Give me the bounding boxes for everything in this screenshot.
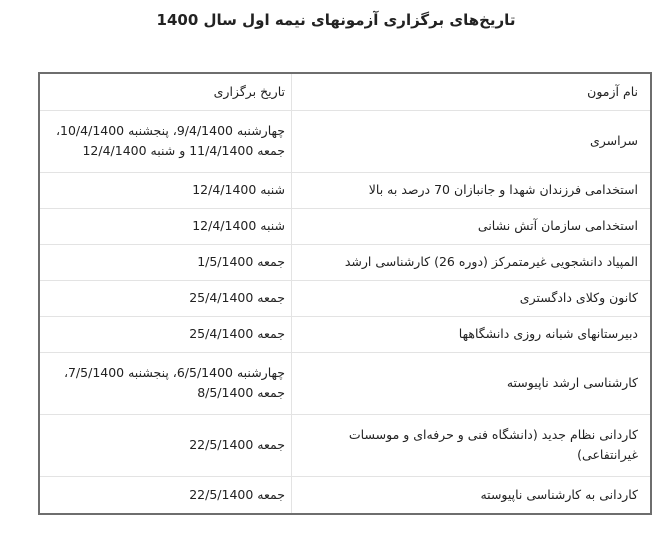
exam-name-cell: دبیرستانهای شبانه روزی دانشگاهها <box>292 316 651 352</box>
header-exam-name: نام آزمون <box>292 74 651 110</box>
exam-date-cell: جمعه 22/5/1400 <box>189 486 285 502</box>
table-row <box>40 244 650 280</box>
exam-name-cell: کاردانی نظام جدید (دانشگاه فنی و حرفه‌ای و موسسات غیرانتفاعی) <box>292 414 651 476</box>
exam-name-cell: کارشناسی ارشد ناپیوسته <box>292 352 651 414</box>
exam-date-cell: جمعه 1/5/1400 <box>40 244 292 280</box>
exam-date-cell: چهارشنبه 6/5/1400، پنجشنبه 7/5/1400، جمعه 8/5/1400 <box>40 352 292 414</box>
table-row <box>40 110 650 172</box>
page-title: تاریخ‌های برگزاری آزمونهای نیمه اول سال 1400 <box>156 11 516 29</box>
table-row <box>40 280 650 316</box>
exam-dates-table <box>38 72 652 515</box>
table-row <box>40 172 650 208</box>
table-row <box>40 208 650 244</box>
table <box>40 74 650 513</box>
table-row <box>40 414 650 476</box>
exam-name-cell: کانون وکلای دادگستری <box>292 280 651 316</box>
exam-date-cell: شنبه 12/4/1400 <box>40 172 292 208</box>
table-row <box>40 316 650 352</box>
table-row <box>40 352 650 414</box>
table-header-row <box>40 74 650 110</box>
exam-name-cell: استخدامی فرزندان شهدا و جانبازان 70 درصد به بالا <box>292 172 651 208</box>
exam-name-cell: کاردانی به کارشناسی ناپیوسته <box>292 476 651 513</box>
exam-date-cell: چهارشنبه 9/4/1400، پنجشنبه 10/4/1400، جمعه 11/4/1400 و شنبه 12/4/1400 <box>40 110 292 172</box>
exam-date-cell: شنبه 12/4/1400 <box>40 208 292 244</box>
exam-name-cell: المپیاد دانشجویی غیرمتمرکز (دوره 26) کارشناسی ارشد <box>292 244 651 280</box>
header-exam-date: تاریخ برگزاری <box>40 74 292 110</box>
exam-date-cell: جمعه 25/4/1400 <box>40 316 292 352</box>
table-row <box>40 476 650 513</box>
exam-date-cell: جمعه 25/4/1400 <box>40 280 292 316</box>
exam-date-cell: جمعه 22/5/1400 <box>40 414 292 476</box>
exam-name-cell: استخدامی سازمان آتش نشانی <box>292 208 651 244</box>
exam-name-cell: سراسری <box>292 110 651 172</box>
